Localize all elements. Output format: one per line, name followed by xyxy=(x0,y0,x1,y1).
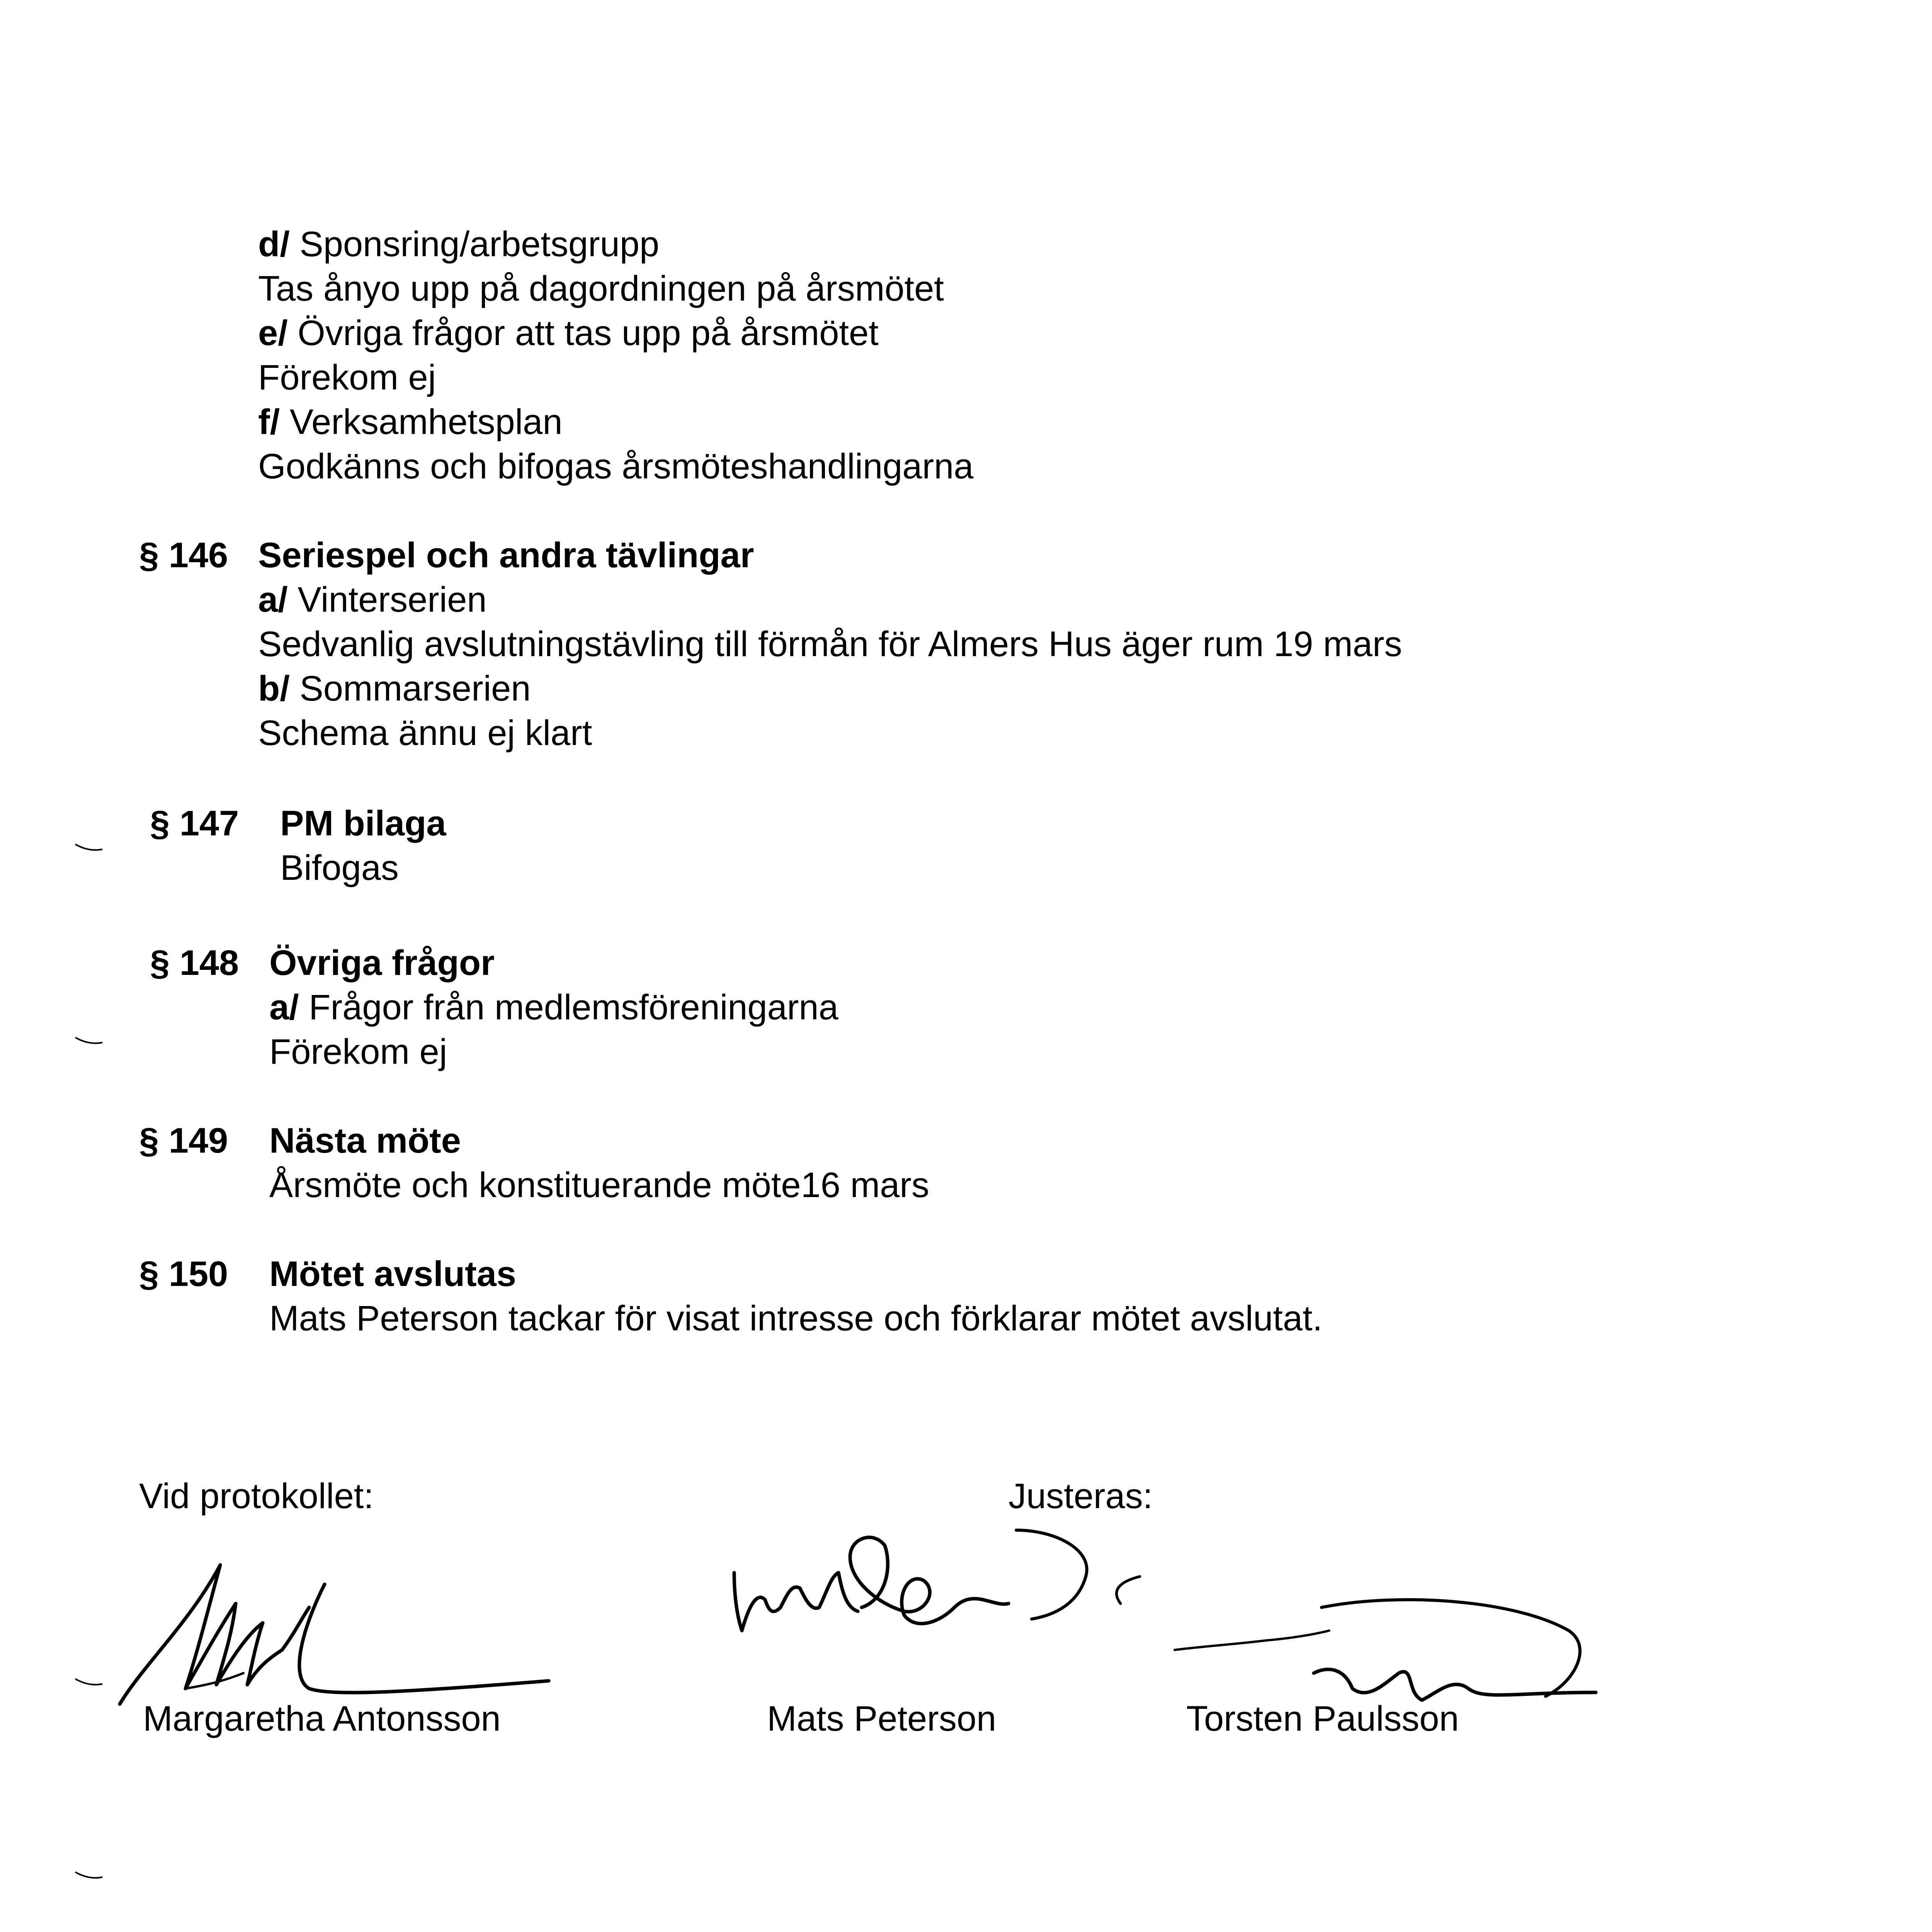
signature-mats-peterson xyxy=(723,1515,1198,1677)
item-d-text: Tas ånyo upp på dagordningen på årsmötet xyxy=(258,269,944,308)
section-149-text: Årsmöte och konstituerande möte16 mars xyxy=(269,1165,929,1205)
signature-margaretha-antonsson xyxy=(108,1542,564,1719)
section-146-b-text: Schema ännu ej klart xyxy=(258,713,592,753)
minutes-taker-caption: Vid protokollet: xyxy=(139,1476,374,1516)
section-147-heading: PM bilaga xyxy=(280,804,446,843)
signatory-name-2: Mats Peterson xyxy=(767,1699,997,1738)
section-148-a-line xyxy=(269,990,838,1025)
signatory-name-1: Margaretha Antonsson xyxy=(143,1699,501,1738)
section-146-heading: Seriespel och andra tävlingar xyxy=(258,536,754,575)
item-e-title: Övriga frågor att tas upp på årsmötet xyxy=(298,313,879,353)
section-148-number: § 148 xyxy=(150,943,239,983)
section-148-a-text: Förekom ej xyxy=(269,1032,447,1071)
section-146-b-label: b/ xyxy=(258,669,290,708)
section-147-number: § 147 xyxy=(150,804,239,843)
section-150-text: Mats Peterson tackar för visat intresse och förklarar mötet avslutat. xyxy=(269,1299,1323,1338)
section-146-a-line xyxy=(258,582,487,617)
item-e-line xyxy=(258,315,879,351)
section-146-b-title: Sommarserien xyxy=(299,669,531,708)
section-146-a-text: Sedvanlig avslutningstävling till förmån för Almers Hus äger rum 19 mars xyxy=(258,624,1402,664)
section-146-number: § 146 xyxy=(139,536,228,575)
signatory-name-3: Torsten Paulsson xyxy=(1186,1699,1459,1738)
item-e-text: Förekom ej xyxy=(258,358,436,397)
item-d-label: d/ xyxy=(258,224,290,264)
section-147-text: Bifogas xyxy=(280,848,399,888)
section-150-heading: Mötet avslutas xyxy=(269,1254,517,1294)
section-146-b-line xyxy=(258,671,531,706)
section-148-heading: Övriga frågor xyxy=(269,943,495,983)
binder-hole-mark xyxy=(73,1036,104,1047)
binder-hole-mark xyxy=(73,842,104,854)
section-149-heading: Nästa möte xyxy=(269,1121,461,1160)
adjusters-caption: Justeras: xyxy=(1009,1476,1153,1516)
section-146-a-title: Vinterserien xyxy=(298,580,487,619)
section-149-number: § 149 xyxy=(139,1121,228,1160)
item-f-line xyxy=(258,404,563,440)
item-f-title: Verksamhetsplan xyxy=(289,402,563,442)
binder-hole-mark xyxy=(73,1870,104,1882)
item-e-label: e/ xyxy=(258,313,288,353)
binder-hole-mark xyxy=(73,1677,104,1689)
section-148-a-title: Frågor från medlemsföreningarna xyxy=(309,988,838,1027)
section-148-a-label: a/ xyxy=(269,988,299,1027)
item-d-title: Sponsring/arbetsgrupp xyxy=(299,224,660,264)
section-150-number: § 150 xyxy=(139,1254,228,1294)
item-f-text: Godkänns och bifogas årsmöteshandlingarna xyxy=(258,447,974,486)
item-f-label: f/ xyxy=(258,402,280,442)
section-146-a-label: a/ xyxy=(258,580,288,619)
item-d-line xyxy=(258,226,659,262)
